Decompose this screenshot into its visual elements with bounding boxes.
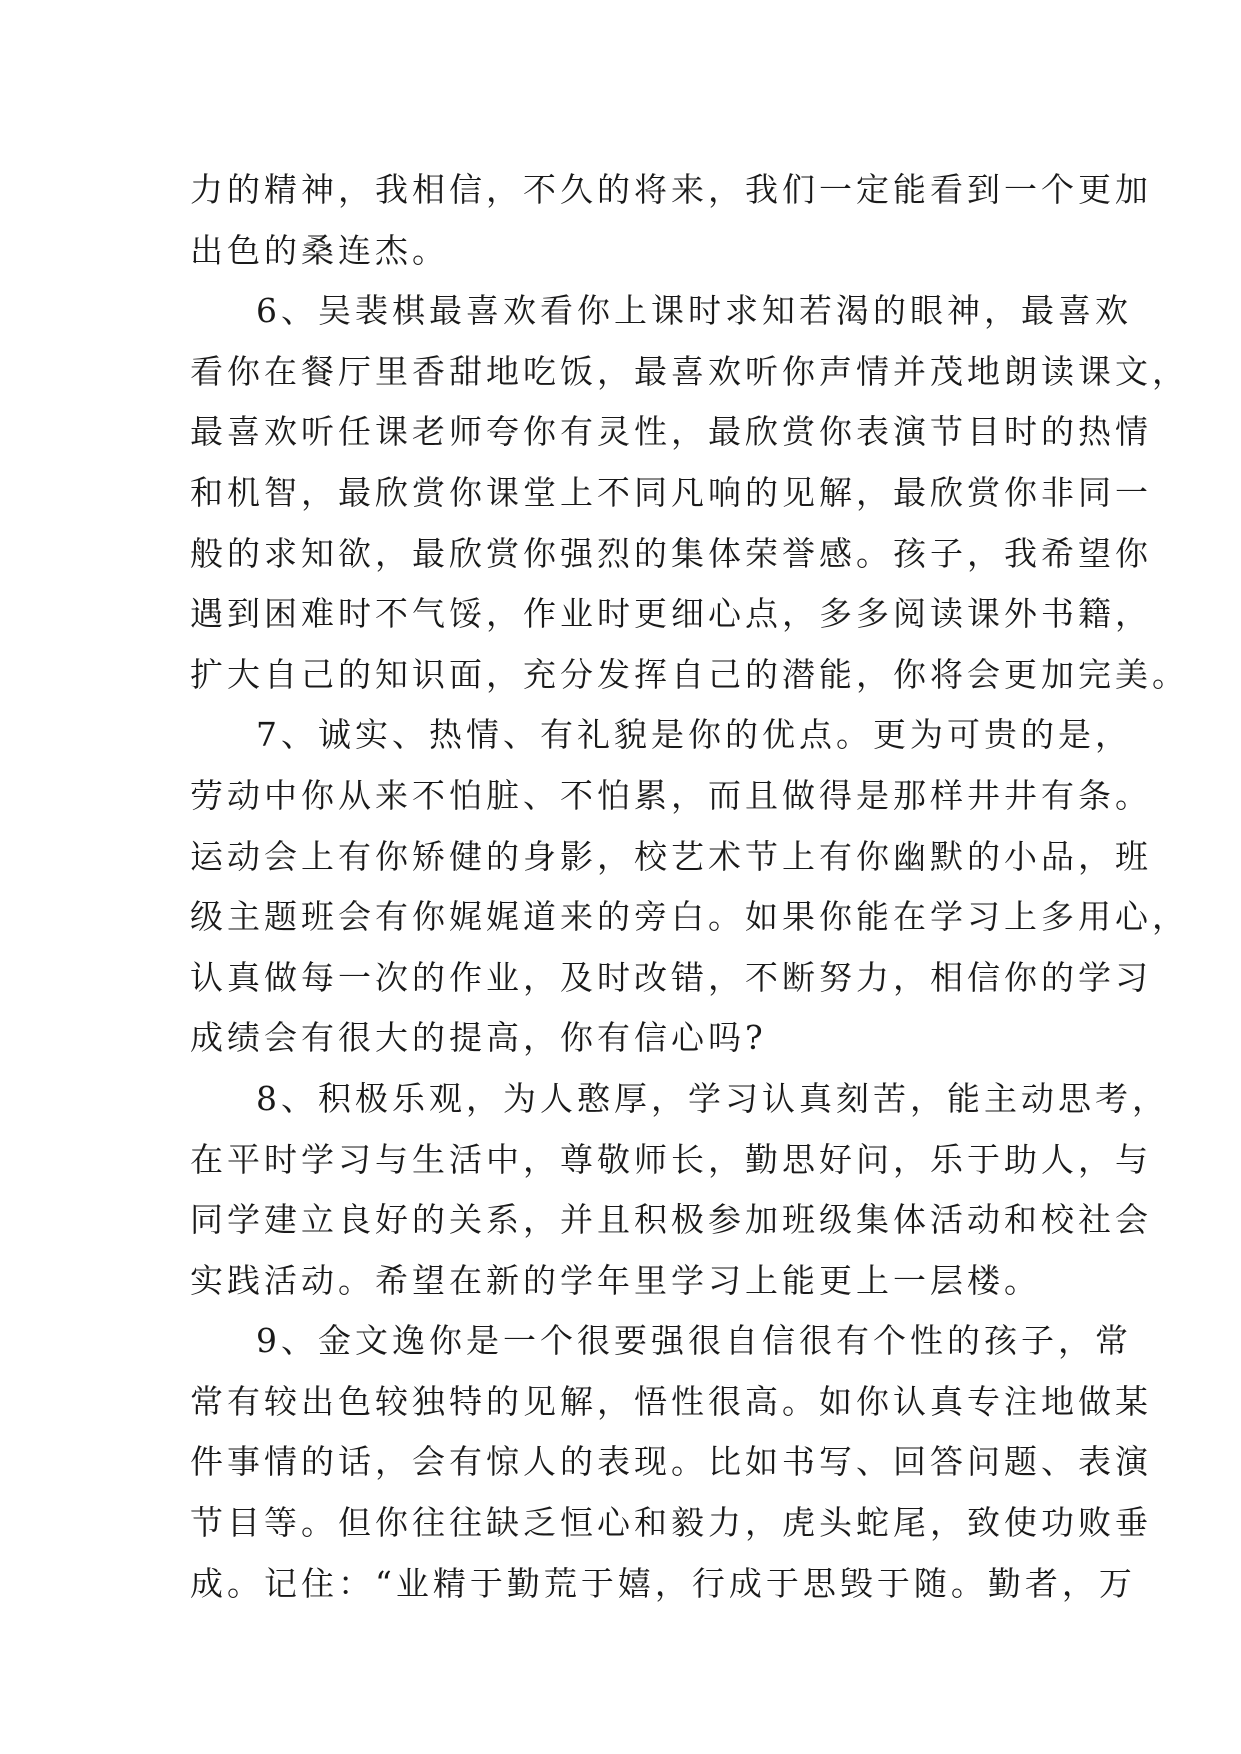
- document-body: [190, 160, 1189, 1614]
- text-line: 力的精神，我相信，不久的将来，我们一定能看到一个更加: [190, 170, 1152, 209]
- text-line: 遇到困难时不气馁，作业时更细心点，多多阅读课外书籍，: [190, 594, 1152, 634]
- text-line: 实践活动。希望在新的学年里学习上能更上一层楼。: [190, 1260, 1041, 1300]
- text-line: 和机智，最欣赏你课堂上不同凡响的见解，最欣赏你非同一: [190, 472, 1152, 512]
- paragraph-start-line: 8、积极乐观，为人憨厚，学习认真刻苦，能主动思考，: [256, 1078, 1169, 1118]
- text-line: 级主题班会有你娓娓道来的旁白。如果你能在学习上多用心，: [190, 897, 1189, 937]
- text-line: 看你在餐厅里香甜地吃饭，最喜欢听你声情并茂地朗读课文，: [190, 351, 1189, 391]
- text-line: 节目等。但你往往缺乏恒心和毅力，虎头蛇尾，致使功败垂: [190, 1503, 1152, 1543]
- text-line: 件事情的话，会有惊人的表现。比如书写、回答问题、表演: [190, 1442, 1152, 1482]
- text-line: 扩大自己的知识面，充分发挥自己的潜能，你将会更加完美。: [190, 654, 1189, 694]
- text-line: 运动会上有你矫健的身影，校艺术节上有你幽默的小品，班: [190, 836, 1152, 876]
- paragraph-start-line: 9、金文逸你是一个很要强很自信很有个性的孩子，常: [256, 1321, 1132, 1361]
- text-line: 成绩会有很大的提高，你有信心吗?: [190, 1018, 767, 1058]
- paragraph-start-line: 6、吴裴棋最喜欢看你上课时求知若渴的眼神，最喜欢: [256, 291, 1132, 331]
- text-line: 最喜欢听任课老师夸你有灵性，最欣赏你表演节目时的热情: [190, 412, 1152, 452]
- text-line: 认真做每一次的作业，及时改错，不断努力，相信你的学习: [190, 957, 1152, 997]
- text-line: 出色的桑连杰。: [190, 230, 449, 270]
- text-line: 成。记住：“业精于勤荒于嬉，行成于思毁于随。勤者，万: [190, 1563, 1136, 1603]
- text-line: 般的求知欲，最欣赏你强烈的集体荣誉感。孩子，我希望你: [190, 533, 1152, 573]
- text-line: 在平时学习与生活中，尊敬师长，勤思好问，乐于助人，与: [190, 1139, 1152, 1179]
- text-line: 常有较出色较独特的见解，悟性很高。如你认真专注地做某: [190, 1381, 1152, 1421]
- text-line: 同学建立良好的关系，并且积极参加班级集体活动和校社会: [190, 1200, 1152, 1240]
- paragraph-start-line: 7、诚实、热情、有礼貌是你的优点。更为可贵的是，: [256, 715, 1132, 755]
- text-line: 劳动中你从来不怕脏、不怕累，而且做得是那样井井有条。: [190, 775, 1152, 815]
